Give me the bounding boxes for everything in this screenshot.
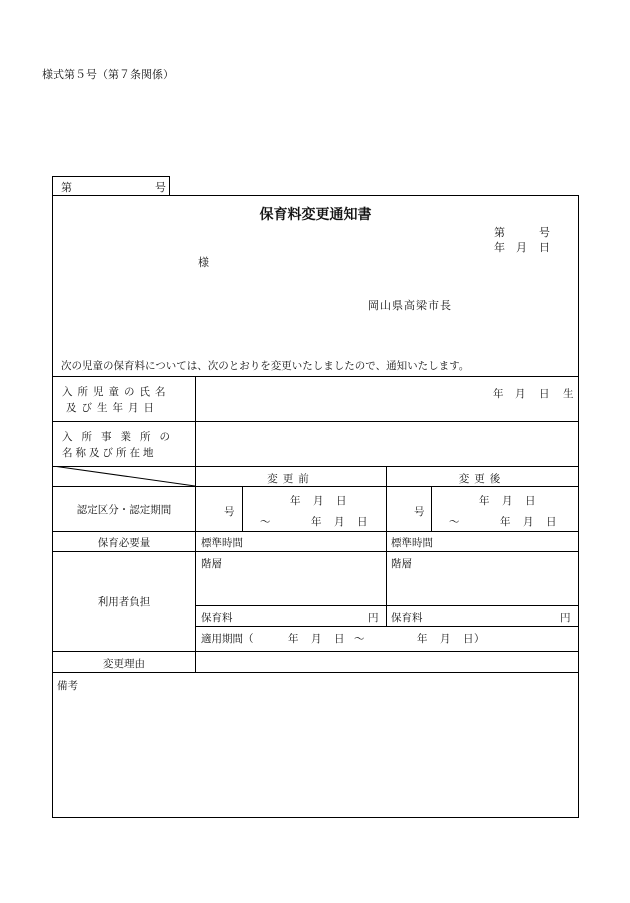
after-start-year: 年 <box>479 495 490 507</box>
apply-end-month: 月 <box>440 633 451 645</box>
recipient-suffix: 様 <box>198 256 209 269</box>
cert-label: 認定区分・認定期間 <box>76 504 172 516</box>
rule <box>53 672 578 673</box>
after-start-month: 月 <box>502 495 513 507</box>
before-fee: 保育料 <box>201 612 233 624</box>
rule <box>53 486 578 487</box>
facility-label-1: 入所事業所の <box>62 431 179 443</box>
number-dai: 第 <box>61 181 72 194</box>
before-start-year: 年 <box>290 495 301 507</box>
rule <box>195 376 196 672</box>
after-header: 変更後 <box>458 473 506 485</box>
notice-frame <box>52 195 579 818</box>
before-header: 変更前 <box>267 473 314 485</box>
issue-year: 年 <box>494 241 505 254</box>
before-tier: 階層 <box>201 558 222 570</box>
apply-start-year: 年 <box>288 633 299 645</box>
after-end-year: 年 <box>500 516 511 528</box>
after-tilde: ～ <box>449 516 460 528</box>
intro-text: 次の児童の保育料については、次のとおりを変更いたしましたので、通知いたします。 <box>61 360 470 372</box>
after-yen: 円 <box>560 612 571 624</box>
after-standard-time: 標準時間 <box>391 537 433 549</box>
remarks-label: 備考 <box>57 680 78 692</box>
before-yen: 円 <box>368 612 379 624</box>
rule <box>386 466 387 626</box>
before-start-month: 月 <box>313 495 324 507</box>
issue-go: 号 <box>539 226 550 239</box>
document-number-box <box>52 176 170 195</box>
after-fee: 保育料 <box>391 612 423 624</box>
before-end-day: 日 <box>357 516 368 528</box>
child-birth-label: 及び生年月日 <box>66 402 159 414</box>
birth-year: 年 <box>493 388 504 400</box>
form-reference: 様式第５号（第７条関係） <box>42 68 174 81</box>
birth-month: 月 <box>515 388 526 400</box>
facility-label-2: 名称及び所在地 <box>62 447 157 459</box>
before-standard-time: 標準時間 <box>201 537 243 549</box>
issue-month: 月 <box>516 241 527 254</box>
apply-start-day: 日 <box>334 633 345 645</box>
burden-label: 利用者負担 <box>97 596 151 608</box>
document-title: 保育料変更通知書 <box>259 207 372 223</box>
apply-period-label: 適用期間（ <box>201 633 254 645</box>
before-end-year: 年 <box>311 516 322 528</box>
before-end-month: 月 <box>334 516 345 528</box>
rule <box>53 651 578 652</box>
issue-dai: 第 <box>494 226 505 239</box>
birth-sei: 生 <box>563 388 574 400</box>
rule <box>53 376 578 377</box>
after-tier: 階層 <box>391 558 412 570</box>
reason-label: 変更理由 <box>103 658 145 670</box>
after-end-day: 日 <box>546 516 557 528</box>
before-go: 号 <box>224 506 235 518</box>
hoiku-label: 保育必要量 <box>97 537 151 549</box>
child-name-label: 入所児童の氏名 <box>62 386 171 398</box>
before-start-day: 日 <box>336 495 347 507</box>
before-tilde: ～ <box>260 516 271 528</box>
issue-day: 日 <box>539 241 550 254</box>
birth-day: 日 <box>539 388 550 400</box>
after-end-month: 月 <box>523 516 534 528</box>
rule <box>53 421 578 422</box>
apply-close: ） <box>474 633 485 645</box>
rule <box>53 551 578 552</box>
rule <box>431 486 432 531</box>
apply-start-month: 月 <box>311 633 322 645</box>
apply-tilde: ～ <box>354 633 365 645</box>
issuer: 岡山県高梁市長 <box>368 299 452 312</box>
diagonal-rule <box>53 466 195 486</box>
apply-end-year: 年 <box>417 633 428 645</box>
after-start-day: 日 <box>525 495 536 507</box>
rule <box>242 486 243 531</box>
number-go: 号 <box>155 181 166 194</box>
after-go: 号 <box>414 506 425 518</box>
apply-end-day: 日 <box>463 633 474 645</box>
rule <box>195 626 578 627</box>
rule <box>53 531 578 532</box>
